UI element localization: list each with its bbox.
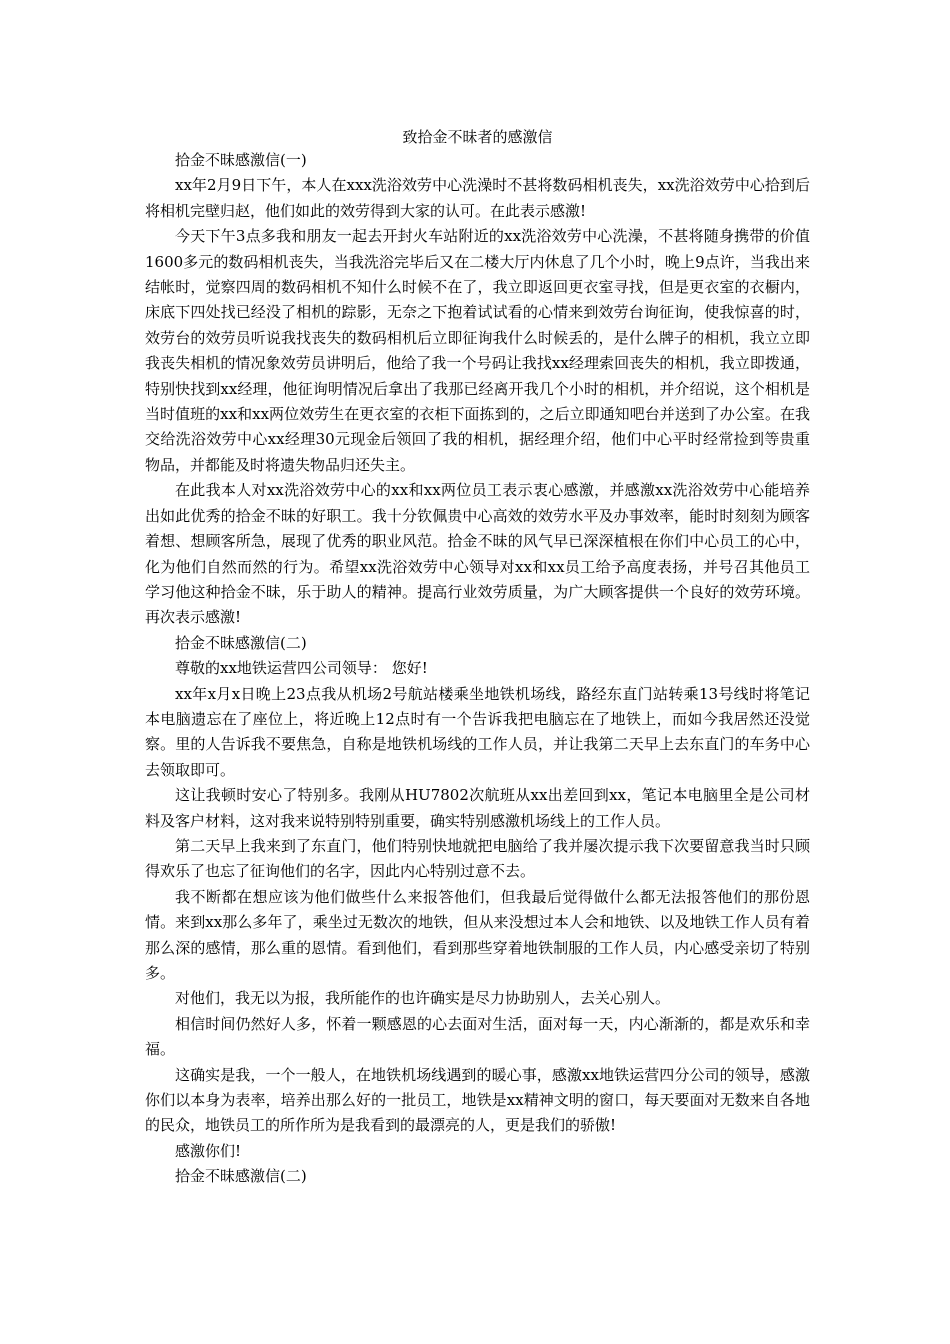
document-title: 致拾金不昧者的感激信 (402, 128, 553, 146)
paragraph: xx年2月9日下午，本人在xxx洗浴效劳中心洗澡时不甚将数码相机丧失，xx洗浴效劳中心拾到后将相机完壁归赵，他们如此的效劳得到大家的认可。在此表示感激! (145, 176, 810, 220)
paragraph: 这让我顿时安心了特别多。我刚从HU7802次航班从xx出差回到xx，笔记本电脑里全是公司材料及客户材料，这对我来说特别特别重要，确实特别感激机场线上的工作人员。 (145, 786, 810, 830)
section-heading-3: 拾金不昧感激信(二) (175, 1167, 307, 1186)
paragraph: xx年x月x日晚上23点我从机场2号航站楼乘坐地铁机场线，路经东直门站转乘13号线时将笔记本电脑遗忘在了座位上，将近晚上12点时有一个告诉我把电脑忘在了地铁上，而如今我居然还没觉察。里的人告诉我不要焦急，自称是地铁机场线的工作人员，并让我第二天早上去东直门的车务中心去领取即可。 (145, 684, 810, 779)
section-heading-1: 拾金不昧感激信(一) (175, 151, 307, 169)
paragraph: 这确实是我，一个一般人，在地铁机场线遇到的暖心事，感激xx地铁运营四分公司的领导，感激你们以本身为表率，培养出那么好的一批员工，地铁是xx精神文明的窗口，每天要面对无数来自各地的民众，地铁员工的所作所为是我看到的最漂亮的人，更是我们的骄傲! (145, 1065, 810, 1135)
paragraph: 对他们，我无以为报，我所能作的也许确实是尽力协助别人，去关心别人。 (175, 989, 671, 1008)
paragraph: 第二天早上我来到了东直门，他们特别快地就把电脑给了我并屡次提示我下次要留意我当时只顾得欢乐了也忘了征询他们的名字，因此内心特别过意不去。 (145, 836, 810, 881)
paragraph: 我不断都在想应该为他们做些什么来报答他们，但我最后觉得做什么都无法报答他们的那份恩情。来到xx那么多年了，乘坐过无数次的地铁，但从来没想过本人会和地铁、以及地铁工作人员有着那么深的感情，那么重的恩情。看到他们，看到那些穿着地铁制服的工作人员，内心感受亲切了特别多。 (145, 887, 810, 982)
letter-closing: 感激你们! (175, 1141, 242, 1160)
section-heading-2: 拾金不昧感激信(二) (175, 633, 307, 652)
letter-salutation: 尊敬的xx地铁运营四公司领导： 您好! (175, 659, 428, 678)
paragraph: 在此我本人对xx洗浴效劳中心的xx和xx两位员工表示衷心感激，并感激xx洗浴效劳中心能培养出如此优秀的拾金不昧的好职工。我十分钦佩贵中心高效的效劳水平及办事效率，能时时刻刻为顾客着想、想顾客所急，展现了优秀的职业风范。拾金不昧的风气早已深深植根在你们中心员工的心中，化为他们自然而然的行为。希望xx洗浴效劳中心领导对xx和xx员工给予高度表扬，并号召其他员工学习他这种拾金不昧，乐于助人的精神。提高行业效劳质量，为广大顾客提供一个良好的效劳环境。再次表示感激! (145, 481, 810, 627)
paragraph: 今天下午3点多我和朋友一起去开封火车站附近的xx洗浴效劳中心洗澡，不甚将随身携带的价值1600多元的数码相机丧失，当我洗浴完毕后又在二楼大厅内休息了几个小时，晚上9点许，当我出来结帐时，觉察四周的数码相机不知什么时候不在了，我立即返回更衣室寻找，但是更衣室的衣橱内，床底下四处找已经没了相机的踪影，无奈之下抱着试试看的心情来到效劳台询征询，使我惊喜的时，效劳台的效劳员听说我找丧失的数码相机后立即征询我什么时候丢的，是什么牌子的相机，我立立即我丧失相机的情况象效劳员讲明后，他给了我一个号码让我找xx经理索回丧失的相机，我立即拨通，特别快找到xx经理，他征询明情况后拿出了我那已经离开我几个小时的相机，并介绍说，这个相机是当时值班的xx和xx两位效劳生在更衣室的衣柜下面拣到的，之后立即通知吧台并送到了办公室。在我交给洗浴效劳中心xx经理30元现金后领回了我的相机，据经理介绍，他们中心平时经常捡到等贵重物品，并都能及时将遗失物品归还失主。 (145, 227, 810, 474)
paragraph: 相信时间仍然好人多，怀着一颗感恩的心去面对生活，面对每一天，内心渐渐的，都是欢乐和幸福。 (145, 1014, 810, 1059)
document-body (145, 125, 810, 1190)
